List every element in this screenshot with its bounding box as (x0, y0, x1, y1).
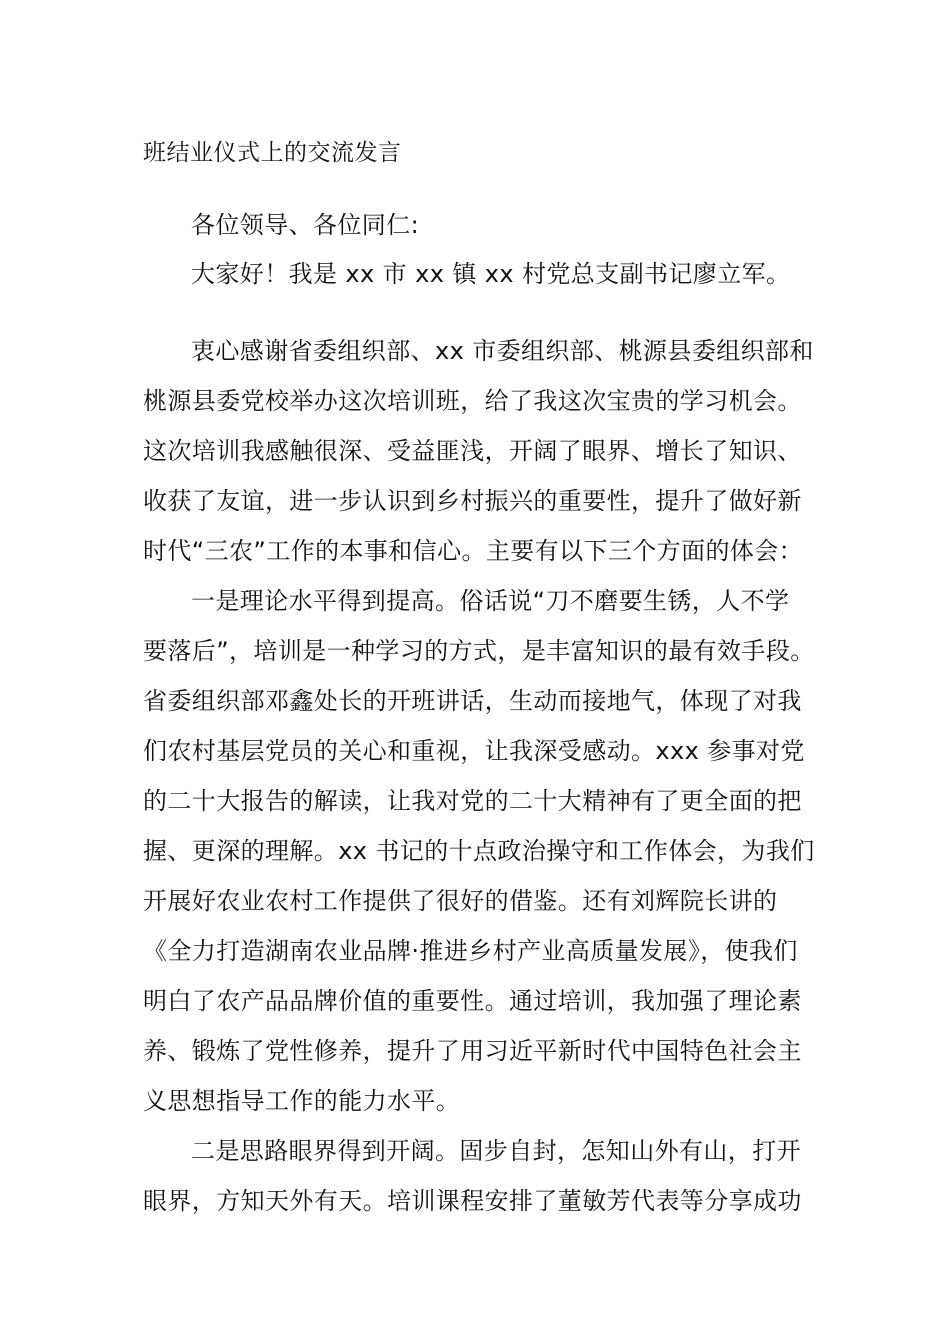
paragraph-line: 义思想指导工作的能力水平。 (143, 1087, 461, 1115)
paragraph-line: 时代“三农”工作的本事和信心。主要有以下三个方面的体会： (143, 537, 804, 565)
paragraph-line: 眼界，方知天外有天。培训课程安排了董敏芳代表等分享成功 (143, 1187, 802, 1215)
paragraph-line: 省委组织部邓鑫处长的开班讲话，生动而接地气，体现了对我 (143, 687, 802, 715)
paragraph-line: 明白了农产品品牌价值的重要性。通过培训，我加强了理论素 (143, 987, 802, 1015)
document-title: 班结业仪式上的交流发言 (143, 140, 402, 166)
paragraph-line: 这次培训我感触很深、受益匪浅，开阔了眼界、增长了知识、 (143, 437, 802, 465)
paragraph-line: 们农村基层党员的关心和重视，让我深受感动。xxx 参事对党 (143, 737, 805, 765)
salutation-line: 各位领导、各位同仁: (191, 211, 420, 239)
paragraph-line: 二是思路眼界得到开阔。固步自封，怎知山外有山，打开 (191, 1137, 801, 1165)
paragraph-line: 握、更深的理解。xx 书记的十点政治操守和工作体会，为我们 (143, 837, 815, 865)
paragraph-line: 衷心感谢省委组织部、xx 市委组织部、桃源县委组织部和 (191, 337, 814, 365)
paragraph-line: 开展好农业农村工作提供了很好的借鉴。还有刘辉院长讲的 (143, 887, 778, 915)
paragraph-line: 养、锻炼了党性修养，提升了用习近平新时代中国特色社会主 (143, 1037, 802, 1065)
paragraph-line: 《全力打造湖南农业品牌·推进乡村产业高质量发展》，使我们 (143, 937, 798, 965)
paragraph-line: 的二十大报告的解读，让我对党的二十大精神有了更全面的把 (143, 787, 802, 815)
paragraph-line: 桃源县委党校举办这次培训班，给了我这次宝贵的学习机会。 (143, 387, 802, 415)
paragraph-line: 要落后”，培训是一种学习的方式，是丰富知识的最有效手段。 (143, 637, 815, 665)
greeting-line: 大家好！我是 xx 市 xx 镇 xx 村党总支副书记廖立军。 (191, 260, 791, 288)
paragraph-line: 收获了友谊，进一步认识到乡村振兴的重要性，提升了做好新 (143, 487, 802, 515)
paragraph-line: 一是理论水平得到提高。俗话说“刀不磨要生锈，人不学 (191, 587, 790, 615)
